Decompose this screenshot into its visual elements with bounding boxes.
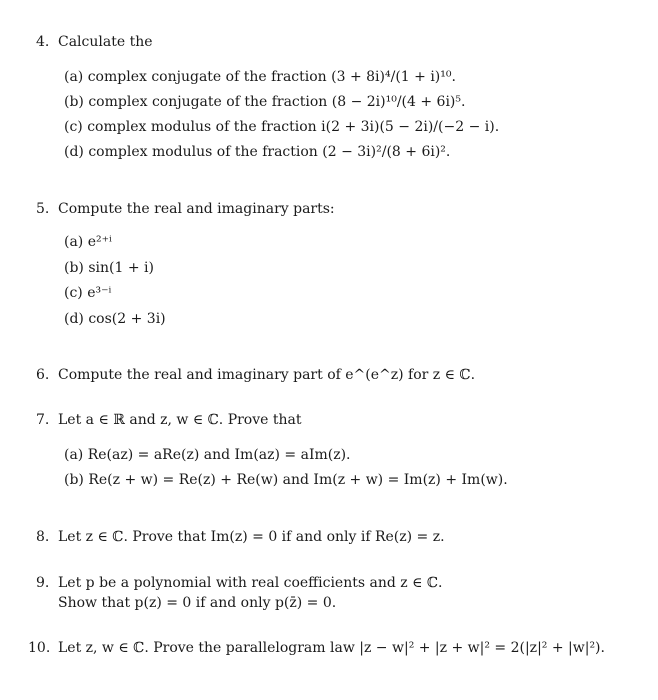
problem-number: 8. — [36, 529, 50, 545]
problem-text: Compute the real and imaginary part of e^(e^z) for z ∈ ℂ. — [58, 367, 476, 383]
problem-text: Let z ∈ ℂ. Prove that Im(z) = 0 if and only if Re(z) = z. — [58, 529, 445, 545]
problem-text: Calculate the — [58, 34, 153, 50]
problem-part: (b) sin(1 + i) — [64, 260, 154, 276]
problem-number: 4. — [36, 34, 50, 50]
problem-text: Compute the real and imaginary parts: — [58, 201, 335, 217]
problem-text: Let p be a polynomial with real coefficients and z ∈ ℂ. — [58, 575, 443, 591]
problem-number: 9. — [36, 575, 50, 591]
problem-part: (d) complex modulus of the fraction (2 − 3i)²/(8 + 6i)². — [64, 144, 451, 160]
problem-number: 10. — [28, 640, 51, 656]
problem-text: Let a ∈ ℝ and z, w ∈ ℂ. Prove that — [58, 412, 302, 428]
problem-part: (b) Re(z + w) = Re(z) + Re(w) and Im(z + w) = Im(z) + Im(w). — [64, 472, 508, 488]
problem-part: (b) complex conjugate of the fraction (8 − 2i)¹⁰/(4 + 6i)⁵. — [64, 94, 466, 110]
problem-number: 5. — [36, 201, 50, 217]
problem-part: (a) complex conjugate of the fraction (3 + 8i)⁴/(1 + i)¹⁰. — [64, 69, 456, 85]
problem-part: (c) e³⁻ⁱ — [64, 285, 112, 301]
problem-part: (a) e²⁺ⁱ — [64, 234, 112, 250]
problem-text: Let z, w ∈ ℂ. Prove the parallelogram law |z − w|² + |z + w|² = 2(|z|² + |w|²). — [58, 640, 605, 656]
problem-number: 6. — [36, 367, 50, 383]
problem-part: (c) complex modulus of the fraction i(2 + 3i)(5 − 2i)/(−2 − i). — [64, 119, 500, 135]
problem-part: (a) Re(az) = aRe(z) and Im(az) = aIm(z). — [64, 447, 351, 463]
problem-text-continued: Show that p(z) = 0 if and only p(z̄) = 0. — [58, 595, 337, 611]
problem-part: (d) cos(2 + 3i) — [64, 311, 166, 327]
problem-number: 7. — [36, 412, 50, 428]
